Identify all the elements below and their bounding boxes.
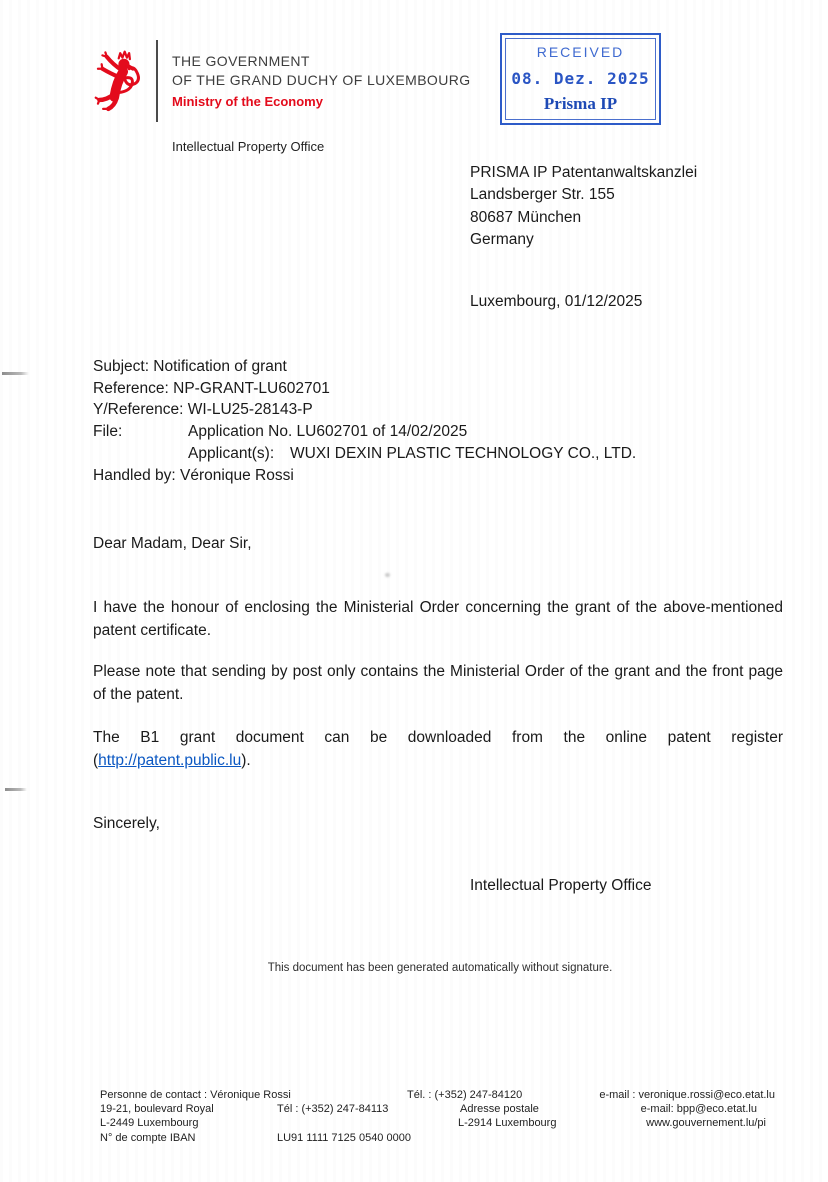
paragraph-download-line2 bbox=[93, 749, 251, 772]
scan-smudge bbox=[385, 573, 390, 577]
recipient-line: Landsberger Str. 155 bbox=[470, 186, 615, 204]
file-label: File: bbox=[93, 423, 123, 441]
file-value: Application No. LU602701 of 14/02/2025 bbox=[188, 423, 468, 441]
recipient-address bbox=[470, 162, 697, 251]
paragraph-post-contents: Please note that sending by post only contains the Ministerial Order of the grant and the front page of the patent. bbox=[93, 663, 783, 703]
footer-website: www.gouvernement.lu/pi bbox=[646, 1117, 766, 1129]
auto-generated-note: This document has been generated automatically without signature. bbox=[267, 962, 613, 974]
recipient-line: Germany bbox=[470, 230, 534, 248]
place-date-line: Luxembourg, 01/12/2025 bbox=[470, 293, 643, 310]
recipient-line: PRISMA IP Patentanwaltskanzlei bbox=[470, 164, 698, 181]
subject-line: Subject: Notification of grant bbox=[93, 358, 287, 375]
ministry-name: Ministry of the Economy bbox=[172, 94, 323, 109]
applicant-label: Applicant(s): bbox=[188, 444, 275, 462]
file-line bbox=[93, 421, 636, 443]
received-stamp-inner bbox=[505, 38, 656, 120]
government-line1: THE GOVERNMENT bbox=[172, 53, 310, 69]
open-paren: ( bbox=[93, 752, 99, 769]
footer-city: L-2449 Luxembourg bbox=[100, 1117, 199, 1129]
reference-line: Reference: NP-GRANT-LU602701 bbox=[93, 379, 330, 397]
recipient-line: 80687 München bbox=[470, 208, 582, 226]
fold-mark-top bbox=[2, 372, 29, 375]
letterhead-divider bbox=[156, 40, 158, 122]
letterhead-text bbox=[172, 52, 471, 111]
footer-contact-person: Personne de contact : Véronique Rossi bbox=[100, 1089, 291, 1101]
footer-email-office: e-mail: bpp@eco.etat.lu bbox=[640, 1103, 757, 1115]
footer-postal-city: L-2914 Luxembourg bbox=[458, 1117, 557, 1129]
paragraph-enclosing-order: I have the honour of enclosing the Ministerial Order concerning the grant of the above-mentioned patent certificate. bbox=[93, 599, 783, 639]
reference-block bbox=[93, 356, 636, 486]
footer-tel-main: Tél. : (+352) 247-84120 bbox=[407, 1089, 523, 1101]
your-reference-line: Y/Reference: WI-LU25-28143-P bbox=[93, 401, 313, 419]
closing: Sincerely, bbox=[93, 815, 160, 832]
handled-by-line: Handled by: Véronique Rossi bbox=[93, 466, 294, 484]
applicant-line bbox=[93, 443, 636, 465]
stamp-received-label: RECEIVED bbox=[536, 44, 625, 60]
stamp-firm-name: Prisma IP bbox=[543, 94, 618, 113]
footer-tel-direct: Tél : (+352) 247-84113 bbox=[277, 1103, 389, 1115]
footer-street: 19-21, boulevard Royal bbox=[100, 1103, 214, 1115]
footer-iban-label: N° de compte IBAN bbox=[100, 1132, 196, 1144]
government-line2: OF THE GRAND DUCHY OF LUXEMBOURG bbox=[172, 72, 471, 88]
received-stamp bbox=[500, 33, 661, 125]
signature-office: Intellectual Property Office bbox=[470, 877, 652, 894]
salutation: Dear Madam, Dear Sir, bbox=[93, 535, 252, 552]
patent-register-link[interactable]: http://patent.public.lu bbox=[98, 752, 242, 769]
applicant-value: WUXI DEXIN PLASTIC TECHNOLOGY CO., LTD. bbox=[290, 444, 637, 462]
fold-mark-bottom bbox=[5, 788, 27, 791]
paragraph-download-line1: The B1 grant document can be downloaded from the online patent register bbox=[93, 729, 783, 746]
stamp-date: 08. Dez. 2025 bbox=[511, 69, 650, 88]
footer-contact-block bbox=[0, 1089, 828, 1149]
close-paren: ). bbox=[241, 752, 251, 769]
luxembourg-lion-logo bbox=[92, 46, 144, 116]
footer-email-contact: e-mail : veronique.rossi@eco.etat.lu bbox=[599, 1089, 775, 1101]
office-name: Intellectual Property Office bbox=[172, 139, 325, 154]
footer-iban: LU91 1111 7125 0540 0000 bbox=[277, 1132, 411, 1144]
footer-postal-label: Adresse postale bbox=[460, 1103, 539, 1115]
